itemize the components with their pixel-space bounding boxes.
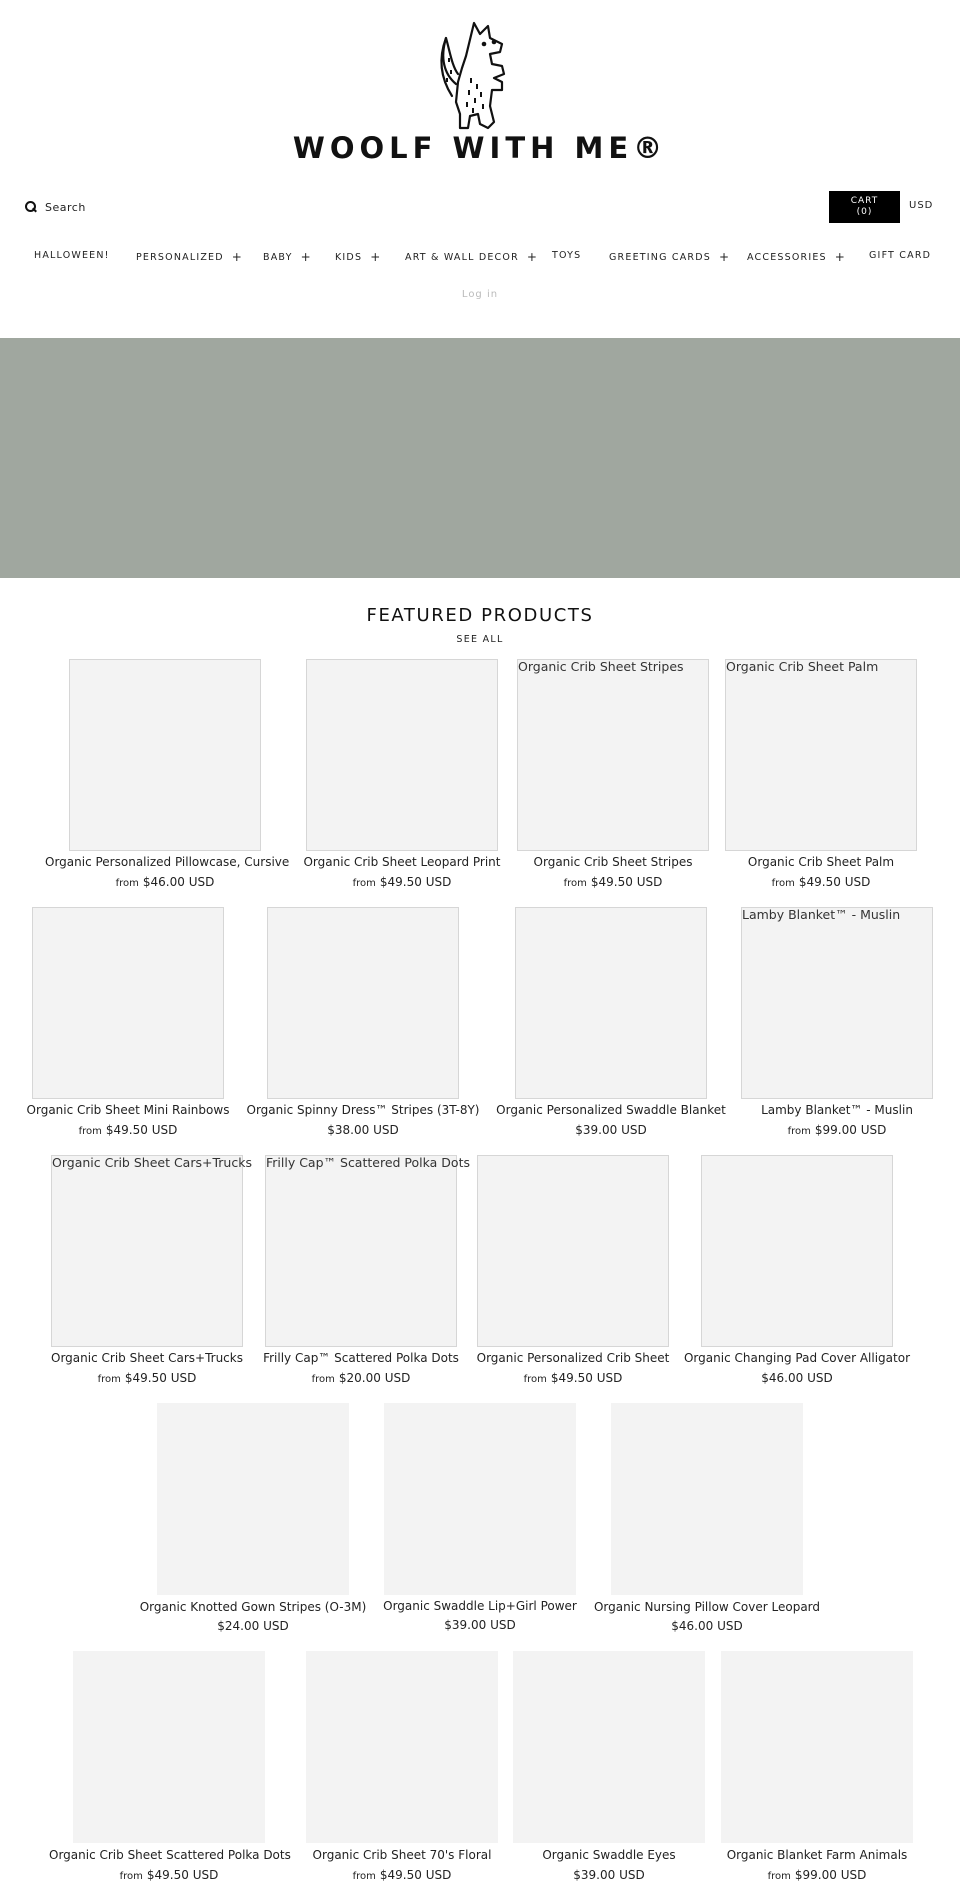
- price-value: $39.00 USD: [444, 1618, 516, 1632]
- product-image[interactable]: [741, 907, 933, 1099]
- nav-item-label: HALLOWEEN!: [34, 250, 110, 261]
- price-value: $49.50 USD: [105, 1123, 178, 1137]
- hero-banner[interactable]: [0, 338, 960, 578]
- product-title[interactable]: Organic Personalized Crib Sheet: [476, 1351, 670, 1365]
- price-value: $24.00 USD: [217, 1619, 289, 1633]
- product-price: [493, 875, 733, 889]
- product-image[interactable]: [306, 659, 498, 851]
- price-from-label: from: [523, 1374, 547, 1385]
- see-all-link[interactable]: SEE ALL: [456, 634, 504, 645]
- nav-item-art-wall-decor[interactable]: [405, 250, 538, 264]
- nav-item-label: BABY: [263, 251, 293, 263]
- product-title[interactable]: Organic Blanket Farm Animals: [726, 1848, 908, 1862]
- product-title[interactable]: Organic Swaddle Eyes: [542, 1848, 676, 1862]
- product-image-alt-text: Lamby Blanket™ - Muslin: [742, 907, 901, 922]
- product-title[interactable]: Organic Knotted Gown Stripes (O-3M): [139, 1600, 367, 1614]
- nav-item-label: TOYS: [552, 250, 582, 261]
- price-from-label: from: [787, 1126, 811, 1137]
- price-value: $46.00 USD: [142, 875, 215, 889]
- product-price: [701, 875, 941, 889]
- price-value: $38.00 USD: [327, 1123, 399, 1137]
- product-price: [491, 1123, 731, 1137]
- product-title[interactable]: Frilly Cap™ Scattered Polka Dots: [263, 1351, 459, 1365]
- product-price: [243, 1123, 483, 1137]
- product-image[interactable]: [477, 1155, 669, 1347]
- nav-item-label: KIDS: [335, 251, 363, 263]
- plus-icon[interactable]: +: [834, 250, 847, 264]
- product-image[interactable]: [517, 659, 709, 851]
- product-price: [677, 1371, 917, 1385]
- product-title[interactable]: Organic Crib Sheet Mini Rainbows: [26, 1103, 230, 1117]
- price-from-label: from: [771, 878, 795, 889]
- price-value: $49.50 USD: [379, 1868, 452, 1882]
- product-price: [49, 1868, 289, 1882]
- nav-item-greeting-cards[interactable]: [609, 250, 730, 264]
- nav-item-baby[interactable]: [263, 250, 312, 264]
- product-image[interactable]: [306, 1651, 498, 1843]
- nav-item-personalized[interactable]: [136, 250, 243, 264]
- plus-icon[interactable]: +: [231, 250, 244, 264]
- product-title[interactable]: Organic Changing Pad Cover Alligator: [683, 1351, 911, 1365]
- product-image-alt-text: Organic Crib Sheet Cars+Trucks: [52, 1155, 252, 1170]
- product-image[interactable]: [725, 659, 917, 851]
- price-value: $49.50 USD: [590, 875, 663, 889]
- nav-item-accessories[interactable]: [747, 250, 846, 264]
- product-title[interactable]: Organic Personalized Pillowcase, Cursive: [45, 855, 290, 869]
- price-value: $49.50 USD: [550, 1371, 623, 1385]
- product-title[interactable]: Organic Crib Sheet Scattered Polka Dots: [49, 1848, 291, 1862]
- site-logo[interactable]: [0, 0, 960, 185]
- product-title[interactable]: Organic Crib Sheet Leopard Print: [303, 855, 501, 869]
- product-image[interactable]: [32, 907, 224, 1099]
- nav-item-gift-card[interactable]: [869, 250, 931, 261]
- price-value: $46.00 USD: [761, 1371, 833, 1385]
- price-from-label: from: [119, 1871, 143, 1882]
- product-price: [360, 1618, 600, 1632]
- product-price: [27, 1371, 267, 1385]
- nav-item-label: ART & WALL DECOR: [405, 251, 519, 263]
- price-value: $49.50 USD: [379, 875, 452, 889]
- price-from-label: from: [352, 1871, 376, 1882]
- brand-wordmark: WOOLF WITH ME®: [292, 131, 668, 165]
- plus-icon[interactable]: +: [718, 250, 731, 264]
- product-title[interactable]: Organic Crib Sheet Stripes: [533, 855, 693, 869]
- product-price: [45, 875, 285, 889]
- search-icon: [25, 201, 37, 213]
- product-image[interactable]: [515, 907, 707, 1099]
- product-price: [133, 1619, 373, 1633]
- nav-item-label: GIFT CARD: [869, 250, 932, 261]
- login-link[interactable]: Log in: [461, 289, 499, 300]
- price-from-label: from: [311, 1374, 335, 1385]
- product-price: [453, 1371, 693, 1385]
- product-price: [489, 1868, 729, 1882]
- main-nav: [0, 250, 960, 264]
- featured-products-heading: FEATURED PRODUCTS: [366, 605, 594, 626]
- nav-item-label: GREETING CARDS: [609, 251, 711, 263]
- plus-icon[interactable]: +: [526, 250, 539, 264]
- price-from-label: from: [352, 878, 376, 889]
- nav-item-label: ACCESSORIES: [747, 251, 827, 263]
- price-from-label: from: [97, 1374, 121, 1385]
- product-price: [8, 1123, 248, 1137]
- product-image-alt-text: Organic Crib Sheet Palm: [726, 659, 879, 674]
- nav-item-label: PERSONALIZED: [136, 251, 224, 263]
- price-from-label: from: [563, 878, 587, 889]
- cart-button[interactable]: [829, 191, 900, 223]
- product-image[interactable]: [267, 907, 459, 1099]
- price-from-label: from: [767, 1871, 791, 1882]
- product-image[interactable]: [384, 1403, 576, 1595]
- nav-item-toys[interactable]: [552, 250, 581, 261]
- product-title[interactable]: Organic Spinny Dress™ Stripes (3T-8Y): [246, 1103, 480, 1117]
- price-value: $49.50 USD: [146, 1868, 219, 1882]
- product-image[interactable]: [157, 1403, 349, 1595]
- price-value: $20.00 USD: [338, 1371, 411, 1385]
- wolf-logo-icon: [430, 18, 530, 140]
- price-value: $99.00 USD: [814, 1123, 887, 1137]
- product-image[interactable]: [721, 1651, 913, 1843]
- product-price: [697, 1868, 937, 1882]
- product-price: [717, 1123, 957, 1137]
- price-value: $39.00 USD: [575, 1123, 647, 1137]
- plus-icon[interactable]: +: [370, 250, 382, 264]
- cart-count: (0): [856, 207, 873, 217]
- price-from-label: from: [115, 878, 139, 889]
- price-from-label: from: [78, 1126, 102, 1137]
- product-image-alt-text: Organic Crib Sheet Stripes: [518, 659, 684, 674]
- cart-label: CART: [850, 196, 879, 206]
- plus-icon[interactable]: +: [300, 250, 312, 264]
- search-trigger[interactable]: [25, 198, 86, 216]
- product-price: [282, 1868, 522, 1882]
- product-title[interactable]: Organic Personalized Swaddle Blanket: [496, 1103, 726, 1117]
- product-image[interactable]: [51, 1155, 252, 1347]
- product-image-alt-text: Frilly Cap™ Scattered Polka Dots: [266, 1155, 470, 1170]
- price-value: $99.00 USD: [794, 1868, 867, 1882]
- product-price: [587, 1619, 827, 1633]
- product-title[interactable]: Organic Crib Sheet Palm: [747, 855, 895, 869]
- nav-item-kids[interactable]: [335, 250, 381, 264]
- price-value: $46.00 USD: [671, 1619, 743, 1633]
- product-price: [241, 1371, 481, 1385]
- nav-item-halloween[interactable]: [34, 250, 110, 261]
- product-image[interactable]: [701, 1155, 893, 1347]
- product-image[interactable]: [73, 1651, 265, 1843]
- product-title[interactable]: Organic Crib Sheet 70's Floral: [312, 1848, 492, 1862]
- product-image[interactable]: [513, 1651, 705, 1843]
- price-value: $49.50 USD: [798, 875, 871, 889]
- search-label: Search: [45, 200, 86, 214]
- currency-selector[interactable]: USD: [909, 200, 934, 211]
- product-image[interactable]: [611, 1403, 803, 1595]
- product-title[interactable]: Organic Nursing Pillow Cover Leopard: [593, 1600, 821, 1614]
- product-image[interactable]: [69, 659, 261, 851]
- price-value: $49.50 USD: [124, 1371, 197, 1385]
- product-title[interactable]: Lamby Blanket™ - Muslin: [761, 1103, 913, 1117]
- product-image[interactable]: [265, 1155, 470, 1347]
- product-title[interactable]: Organic Crib Sheet Cars+Trucks: [51, 1351, 243, 1365]
- product-price: [282, 875, 522, 889]
- product-title[interactable]: Organic Swaddle Lip+Girl Power: [383, 1599, 577, 1613]
- price-value: $39.00 USD: [573, 1868, 645, 1882]
